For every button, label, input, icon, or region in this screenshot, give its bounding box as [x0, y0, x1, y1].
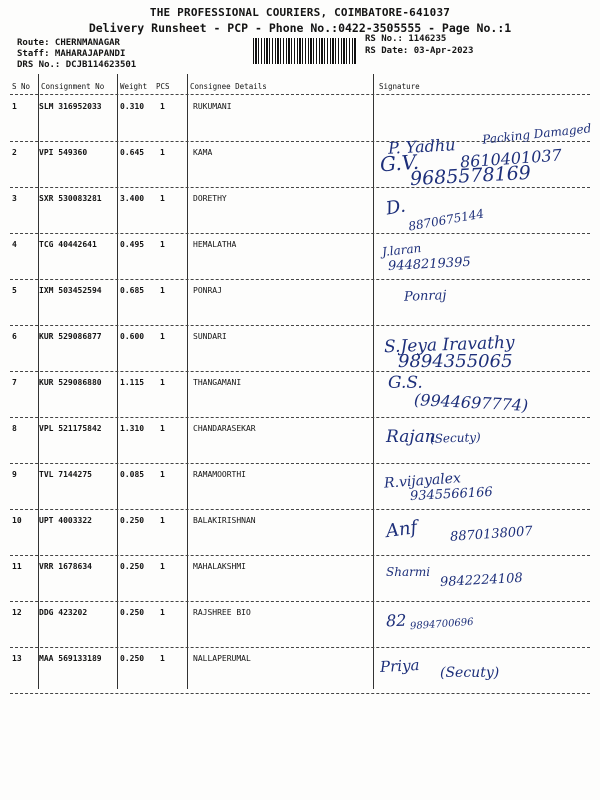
signature-handwriting: J.laran	[381, 240, 422, 260]
staff-label: Staff: MAHARAJAPANDI	[17, 49, 126, 59]
signature-phone: 8870675144	[407, 206, 485, 234]
cell-weight: 1.310	[120, 424, 145, 433]
signature-phone: 8870138007	[449, 524, 534, 545]
barcode	[253, 38, 357, 64]
col-pcs: PCS	[156, 82, 170, 91]
cell-weight: 0.495	[120, 240, 145, 249]
signature-handwriting: Priya	[379, 655, 420, 677]
signature-phone: (9944697774)	[413, 390, 529, 415]
cell-weight: 0.600	[120, 332, 145, 341]
signature-phone: 9894700696	[409, 616, 474, 633]
cell-sno: 6	[12, 332, 17, 341]
cell-consignee: DORETHY	[193, 194, 227, 203]
cell-weight: 0.250	[120, 654, 145, 663]
signature-phone: 9842224108	[439, 570, 524, 591]
signature-handwriting: 82	[385, 610, 407, 631]
signature-phone: 9345566166	[409, 484, 494, 505]
signature-phone: 9894355065	[398, 351, 513, 372]
cell-consignee: RAMAMOORTHI	[193, 470, 246, 479]
signature-handwriting: G.S.	[388, 373, 423, 393]
cell-pcs: 1	[160, 562, 165, 571]
cell-consignee: BALAKIRISHNAN	[193, 516, 256, 525]
cell-weight: 1.115	[120, 378, 145, 387]
cell-consignment: SLM 316952033	[39, 102, 102, 111]
cell-consignee: PONRAJ	[193, 286, 222, 295]
cell-weight: 0.685	[120, 286, 145, 295]
drs-number: DRS No.: DCJB114623501	[17, 60, 137, 70]
cell-pcs: 1	[160, 102, 165, 111]
cell-weight: 0.250	[120, 562, 145, 571]
col-sno: S No	[12, 82, 31, 91]
cell-sno: 11	[12, 562, 22, 571]
cell-pcs: 1	[160, 286, 165, 295]
cell-pcs: 1	[160, 654, 165, 663]
cell-consignment: IXM 503452594	[39, 286, 102, 295]
cell-pcs: 1	[160, 148, 165, 157]
cell-sno: 13	[12, 654, 22, 663]
cell-pcs: 1	[160, 240, 165, 249]
cell-sno: 12	[12, 608, 22, 617]
col-consignee: Consignee Details	[190, 82, 267, 91]
cell-consignment: VRR 1678634	[39, 562, 92, 571]
col-consignment: Consignment No	[41, 82, 105, 91]
cell-sno: 10	[12, 516, 22, 525]
cell-consignment: TCG 40442641	[39, 240, 97, 249]
cell-consignment: KUR 529086877	[39, 332, 102, 341]
signature-handwriting: S.Jeya Iravathy	[383, 332, 515, 358]
signature-handwriting: Rajan	[386, 427, 436, 447]
cell-sno: 3	[12, 194, 17, 203]
cell-consignee: HEMALATHA	[193, 240, 237, 249]
cell-consignee: SUNDARI	[193, 332, 227, 341]
signature-handwriting: Anf	[384, 516, 419, 543]
company-title: THE PROFESSIONAL COURIERS, COIMBATORE-641037	[149, 6, 451, 19]
cell-sno: 7	[12, 378, 17, 387]
cell-weight: 3.400	[120, 194, 145, 203]
signature-handwriting: Ponraj	[403, 288, 447, 305]
cell-consignment: MAA 569133189	[39, 654, 102, 663]
cell-consignee: NALLAPERUMAL	[193, 654, 251, 663]
cell-weight: 0.250	[120, 608, 145, 617]
cell-consignment: SXR 530083281	[39, 194, 102, 203]
signature-handwriting: P. Yadhu	[387, 135, 456, 158]
cell-sno: 8	[12, 424, 17, 433]
cell-consignment: DDG 423202	[39, 608, 88, 617]
cell-sno: 1	[12, 102, 17, 111]
cell-pcs: 1	[160, 470, 165, 479]
cell-weight: 0.085	[120, 470, 145, 479]
cell-sno: 4	[12, 240, 17, 249]
cell-consignee: RAJSHREE BIO	[193, 608, 251, 617]
cell-consignee: MAHALAKSHMI	[193, 562, 246, 571]
cell-sno: 2	[12, 148, 17, 157]
signature-note: Packing Damaged	[481, 121, 592, 147]
cell-consignment: VPI 549360	[39, 148, 88, 157]
cell-consignment: VPL 521175842	[39, 424, 102, 433]
cell-pcs: 1	[160, 378, 165, 387]
cell-weight: 0.310	[120, 102, 145, 111]
signature-phone: 9685578169	[409, 161, 532, 191]
signature-handwriting: G.V.	[379, 149, 420, 177]
cell-pcs: 1	[160, 194, 165, 203]
cell-weight: 0.645	[120, 148, 145, 157]
cell-consignee: THANGAMANI	[193, 378, 242, 387]
signature-phone: 8610401037	[459, 145, 563, 172]
runsheet-table	[10, 74, 590, 694]
rs-number: RS No.: 1146235	[365, 34, 447, 44]
cell-consignee: CHANDARASEKAR	[193, 424, 256, 433]
signature-handwriting: D.	[384, 195, 408, 220]
cell-consignment: UPT 4003322	[39, 516, 92, 525]
col-signature: Signature	[379, 82, 420, 91]
signature-handwriting: R.vijayalex	[383, 470, 462, 492]
cell-pcs: 1	[160, 424, 165, 433]
cell-sno: 5	[12, 286, 17, 295]
signature-note: (Secuty)	[440, 665, 500, 681]
cell-pcs: 1	[160, 608, 165, 617]
cell-consignee: RUKUMANI	[193, 102, 232, 111]
cell-consignment: TVL 7144275	[39, 470, 92, 479]
signature-note: (Secuty)	[429, 430, 481, 446]
signature-handwriting: Sharmi	[386, 565, 431, 579]
cell-consignee: KAMA	[193, 148, 213, 157]
cell-sno: 9	[12, 470, 17, 479]
signature-phone: 9448219395	[387, 254, 472, 275]
cell-weight: 0.250	[120, 516, 145, 525]
route-label: Route: CHERNMANAGAR	[17, 38, 120, 48]
cell-pcs: 1	[160, 516, 165, 525]
col-weight: Weight	[120, 82, 148, 91]
rs-date: RS Date: 03-Apr-2023	[365, 46, 474, 56]
cell-pcs: 1	[160, 332, 165, 341]
runsheet-title: Delivery Runsheet - PCP - Phone No.:0422-3505555 - Page No.:1	[88, 21, 512, 35]
cell-consignment: KUR 529086880	[39, 378, 102, 387]
